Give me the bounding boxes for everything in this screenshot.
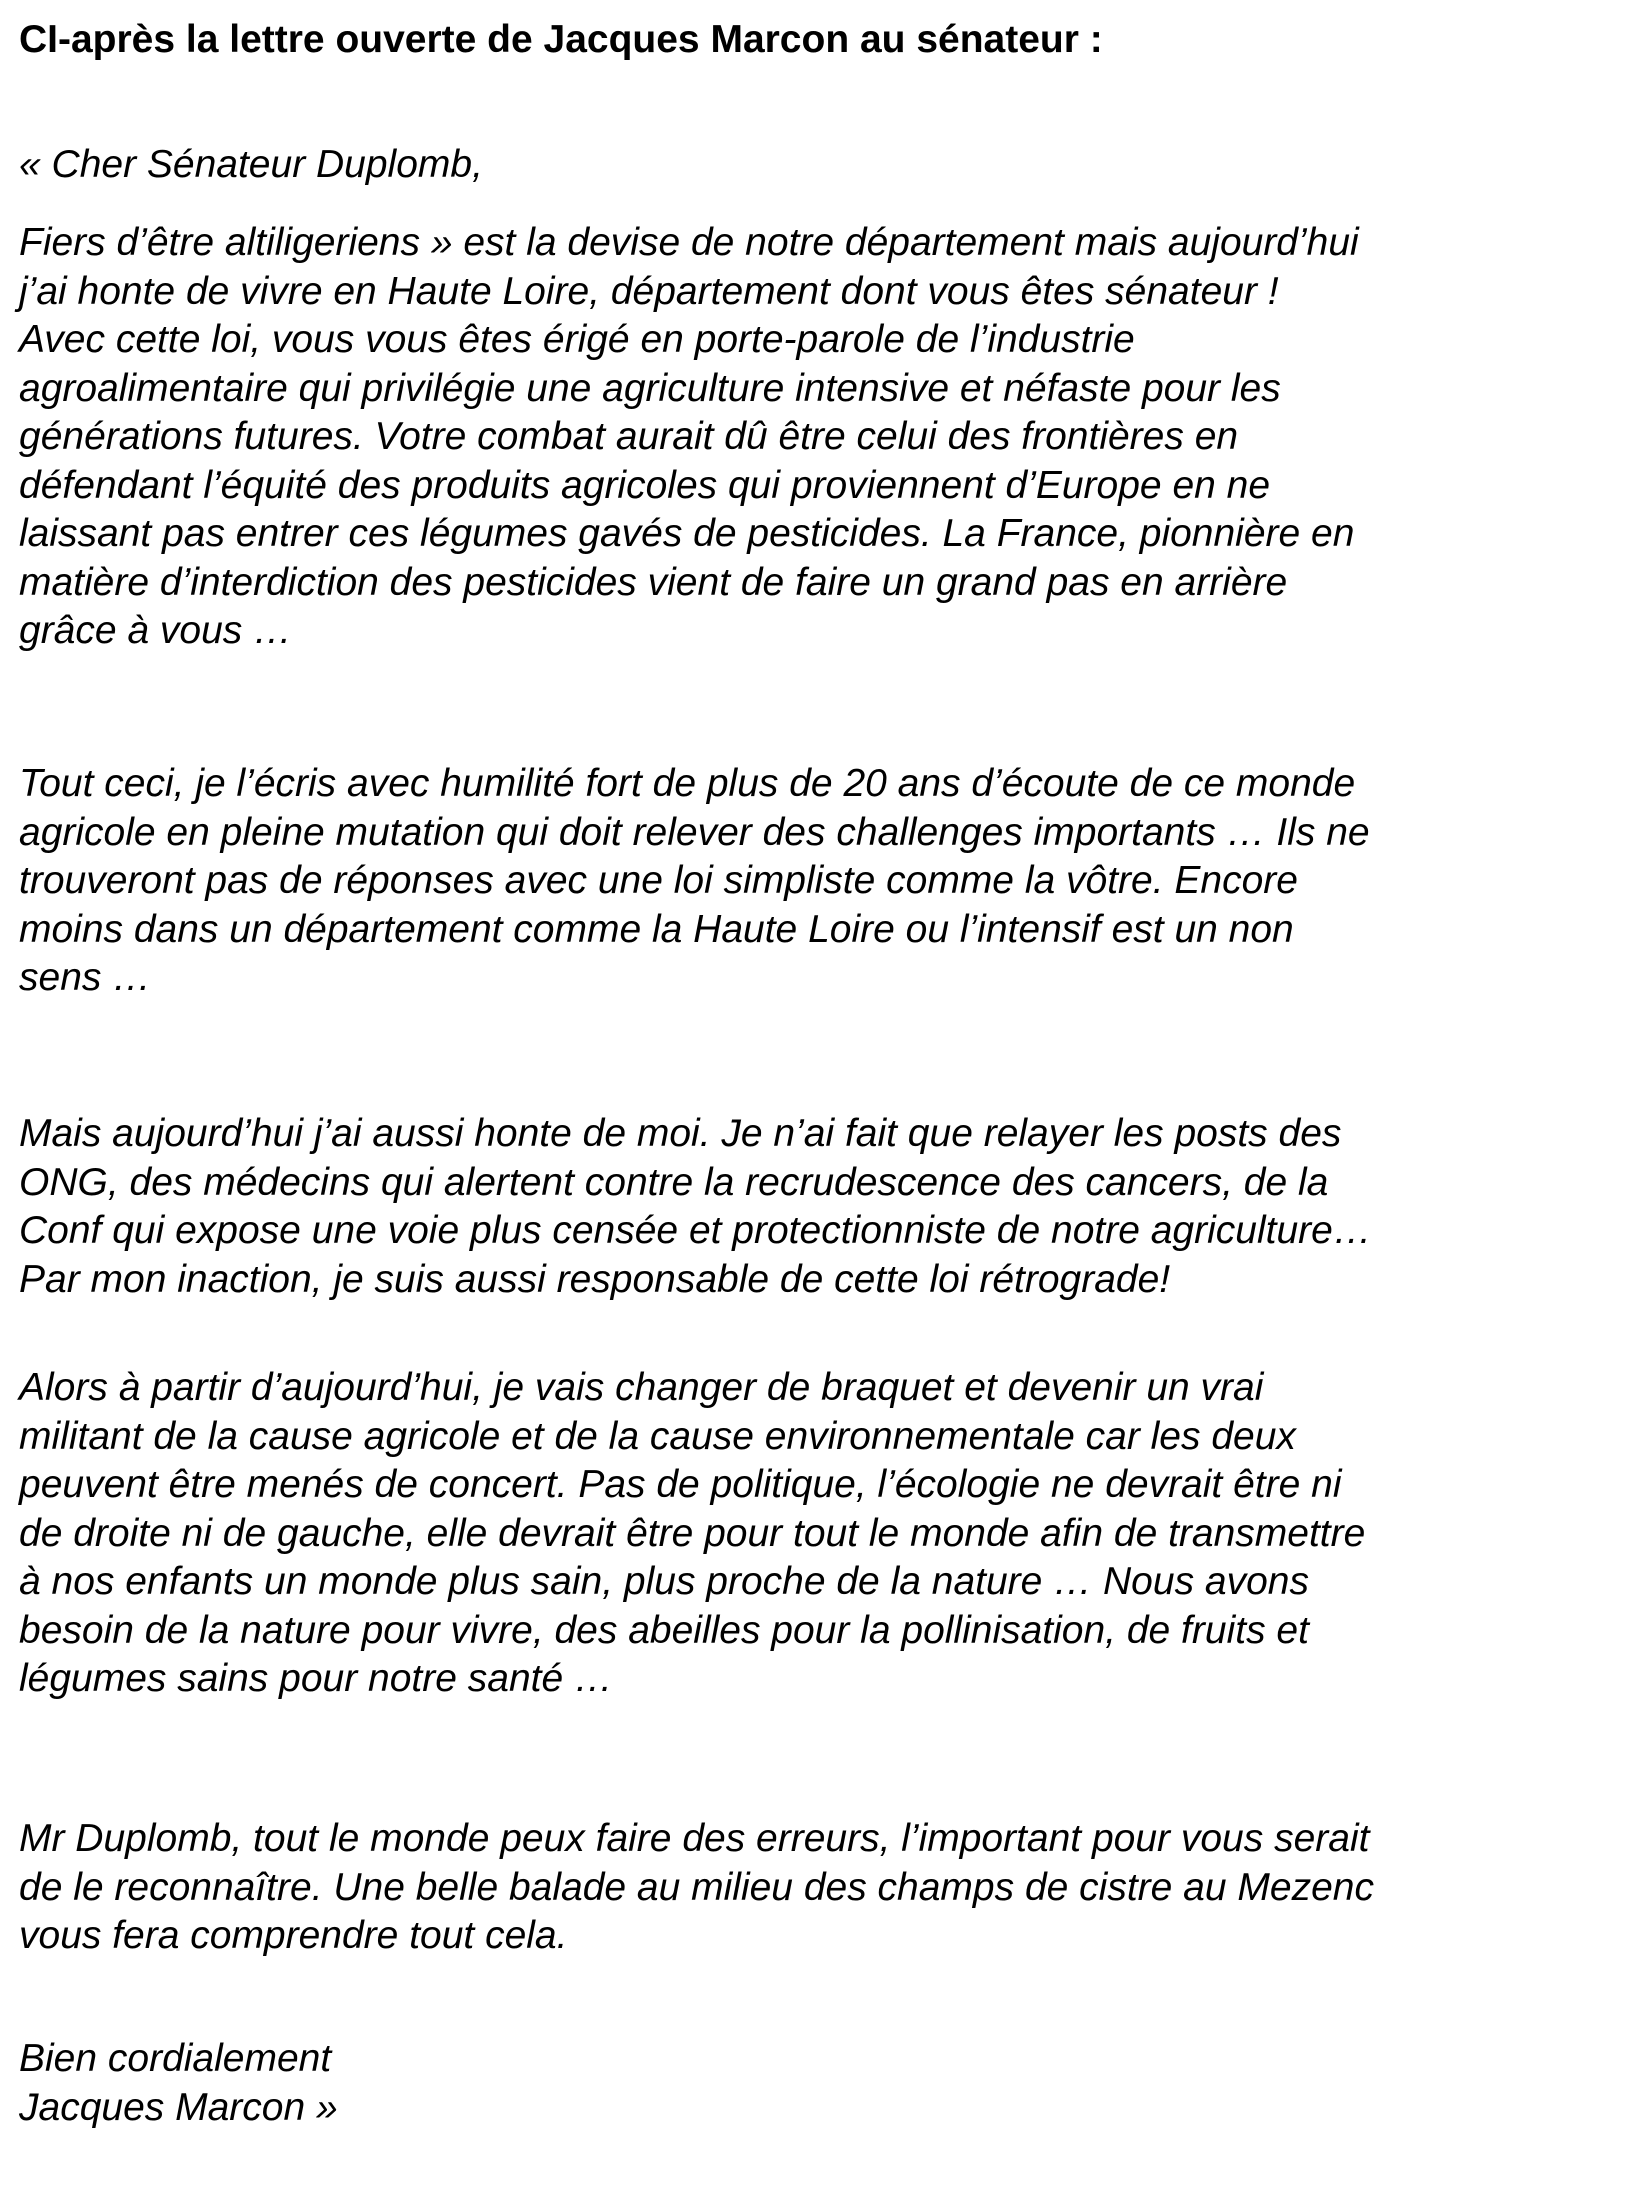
paragraph-line: Alors à partir d’aujourd’hui, je vais changer de braquet et devenir un vrai — [19, 1366, 1264, 1409]
paragraph-line: grâce à vous … — [19, 609, 293, 652]
paragraph-line: Mais aujourd’hui j’ai aussi honte de moi. Je n’ai fait que relayer les posts des — [19, 1112, 1342, 1155]
document-title: CI-après la lettre ouverte de Jacques Marcon au sénateur : — [19, 18, 1103, 61]
paragraph-1 — [19, 219, 1629, 656]
paragraph-line: ONG, des médecins qui alertent contre la recrudescence des cancers, de la — [19, 1160, 1329, 1204]
paragraph-line: trouveront pas de réponses avec une loi simpliste comme la vôtre. Encore — [19, 859, 1298, 902]
closing-line: Bien cordialement — [19, 2037, 332, 2080]
paragraph-5 — [19, 1815, 1629, 1961]
paragraph-line: de droite ni de gauche, elle devrait être pour tout le monde afin de transmettre — [19, 1511, 1366, 1555]
signature: Jacques Marcon » — [19, 2085, 338, 2129]
paragraph-line: Mr Duplomb, tout le monde peux faire des erreurs, l’important pour vous serait — [19, 1817, 1370, 1860]
paragraph-line: Fiers d’être altiligeriens » est la devise de notre département mais aujourd’hui — [19, 221, 1359, 264]
paragraph-line: agricole en pleine mutation qui doit relever des challenges importants … Ils ne — [19, 810, 1370, 854]
closing — [19, 2035, 1629, 2132]
paragraph-line: laissant pas entrer ces légumes gavés de pesticides. La France, pionnière en — [19, 512, 1355, 555]
paragraph-line: Par mon inaction, je suis aussi responsable de cette loi rétrograde! — [19, 1257, 1171, 1301]
paragraph-line: à nos enfants un monde plus sain, plus proche de la nature … Nous avons — [19, 1560, 1309, 1603]
paragraph-line: matière d’interdiction des pesticides vient de faire un grand pas en arrière — [19, 560, 1288, 604]
paragraph-line: sens … — [19, 956, 152, 999]
paragraph-line: militant de la cause agricole et de la cause environnementale car les deux — [19, 1414, 1296, 1458]
paragraph-line: peuvent être menés de concert. Pas de politique, l’écologie ne devrait être ni — [19, 1463, 1342, 1506]
paragraph-line: Avec cette loi, vous vous êtes érigé en porte-parole de l’industrie — [19, 318, 1135, 361]
paragraph-line: Conf qui expose une voie plus censée et protectionniste de notre agriculture… — [19, 1209, 1372, 1252]
paragraph-2 — [19, 760, 1629, 1003]
paragraph-line: défendant l’équité des produits agricoles qui proviennent d’Europe en ne — [19, 463, 1271, 507]
paragraph-line: j’ai honte de vivre en Haute Loire, département dont vous êtes sénateur ! — [19, 269, 1279, 313]
paragraph-line: de le reconnaître. Une belle balade au milieu des champs de cistre au Mezenc — [19, 1865, 1374, 1909]
salutation — [19, 141, 1629, 190]
paragraph-line: agroalimentaire qui privilégie une agriculture intensive et néfaste pour les — [19, 366, 1281, 410]
paragraph-line: Tout ceci, je l’écris avec humilité fort de plus de 20 ans d’écoute de ce monde — [19, 762, 1356, 805]
paragraph-line: besoin de la nature pour vivre, des abeilles pour la pollinisation, de fruits et — [19, 1608, 1309, 1652]
paragraph-3 — [19, 1110, 1629, 1304]
paragraph-4 — [19, 1364, 1629, 1704]
paragraph-line: légumes sains pour notre santé … — [19, 1657, 613, 1700]
salutation-line: « Cher Sénateur Duplomb, — [19, 143, 483, 186]
paragraph-line: vous fera comprendre tout cela. — [19, 1914, 568, 1957]
paragraph-line: moins dans un département comme la Haute Loire ou l’intensif est un non — [19, 907, 1294, 951]
paragraph-line: générations futures. Votre combat aurait dû être celui des frontières en — [19, 415, 1239, 458]
